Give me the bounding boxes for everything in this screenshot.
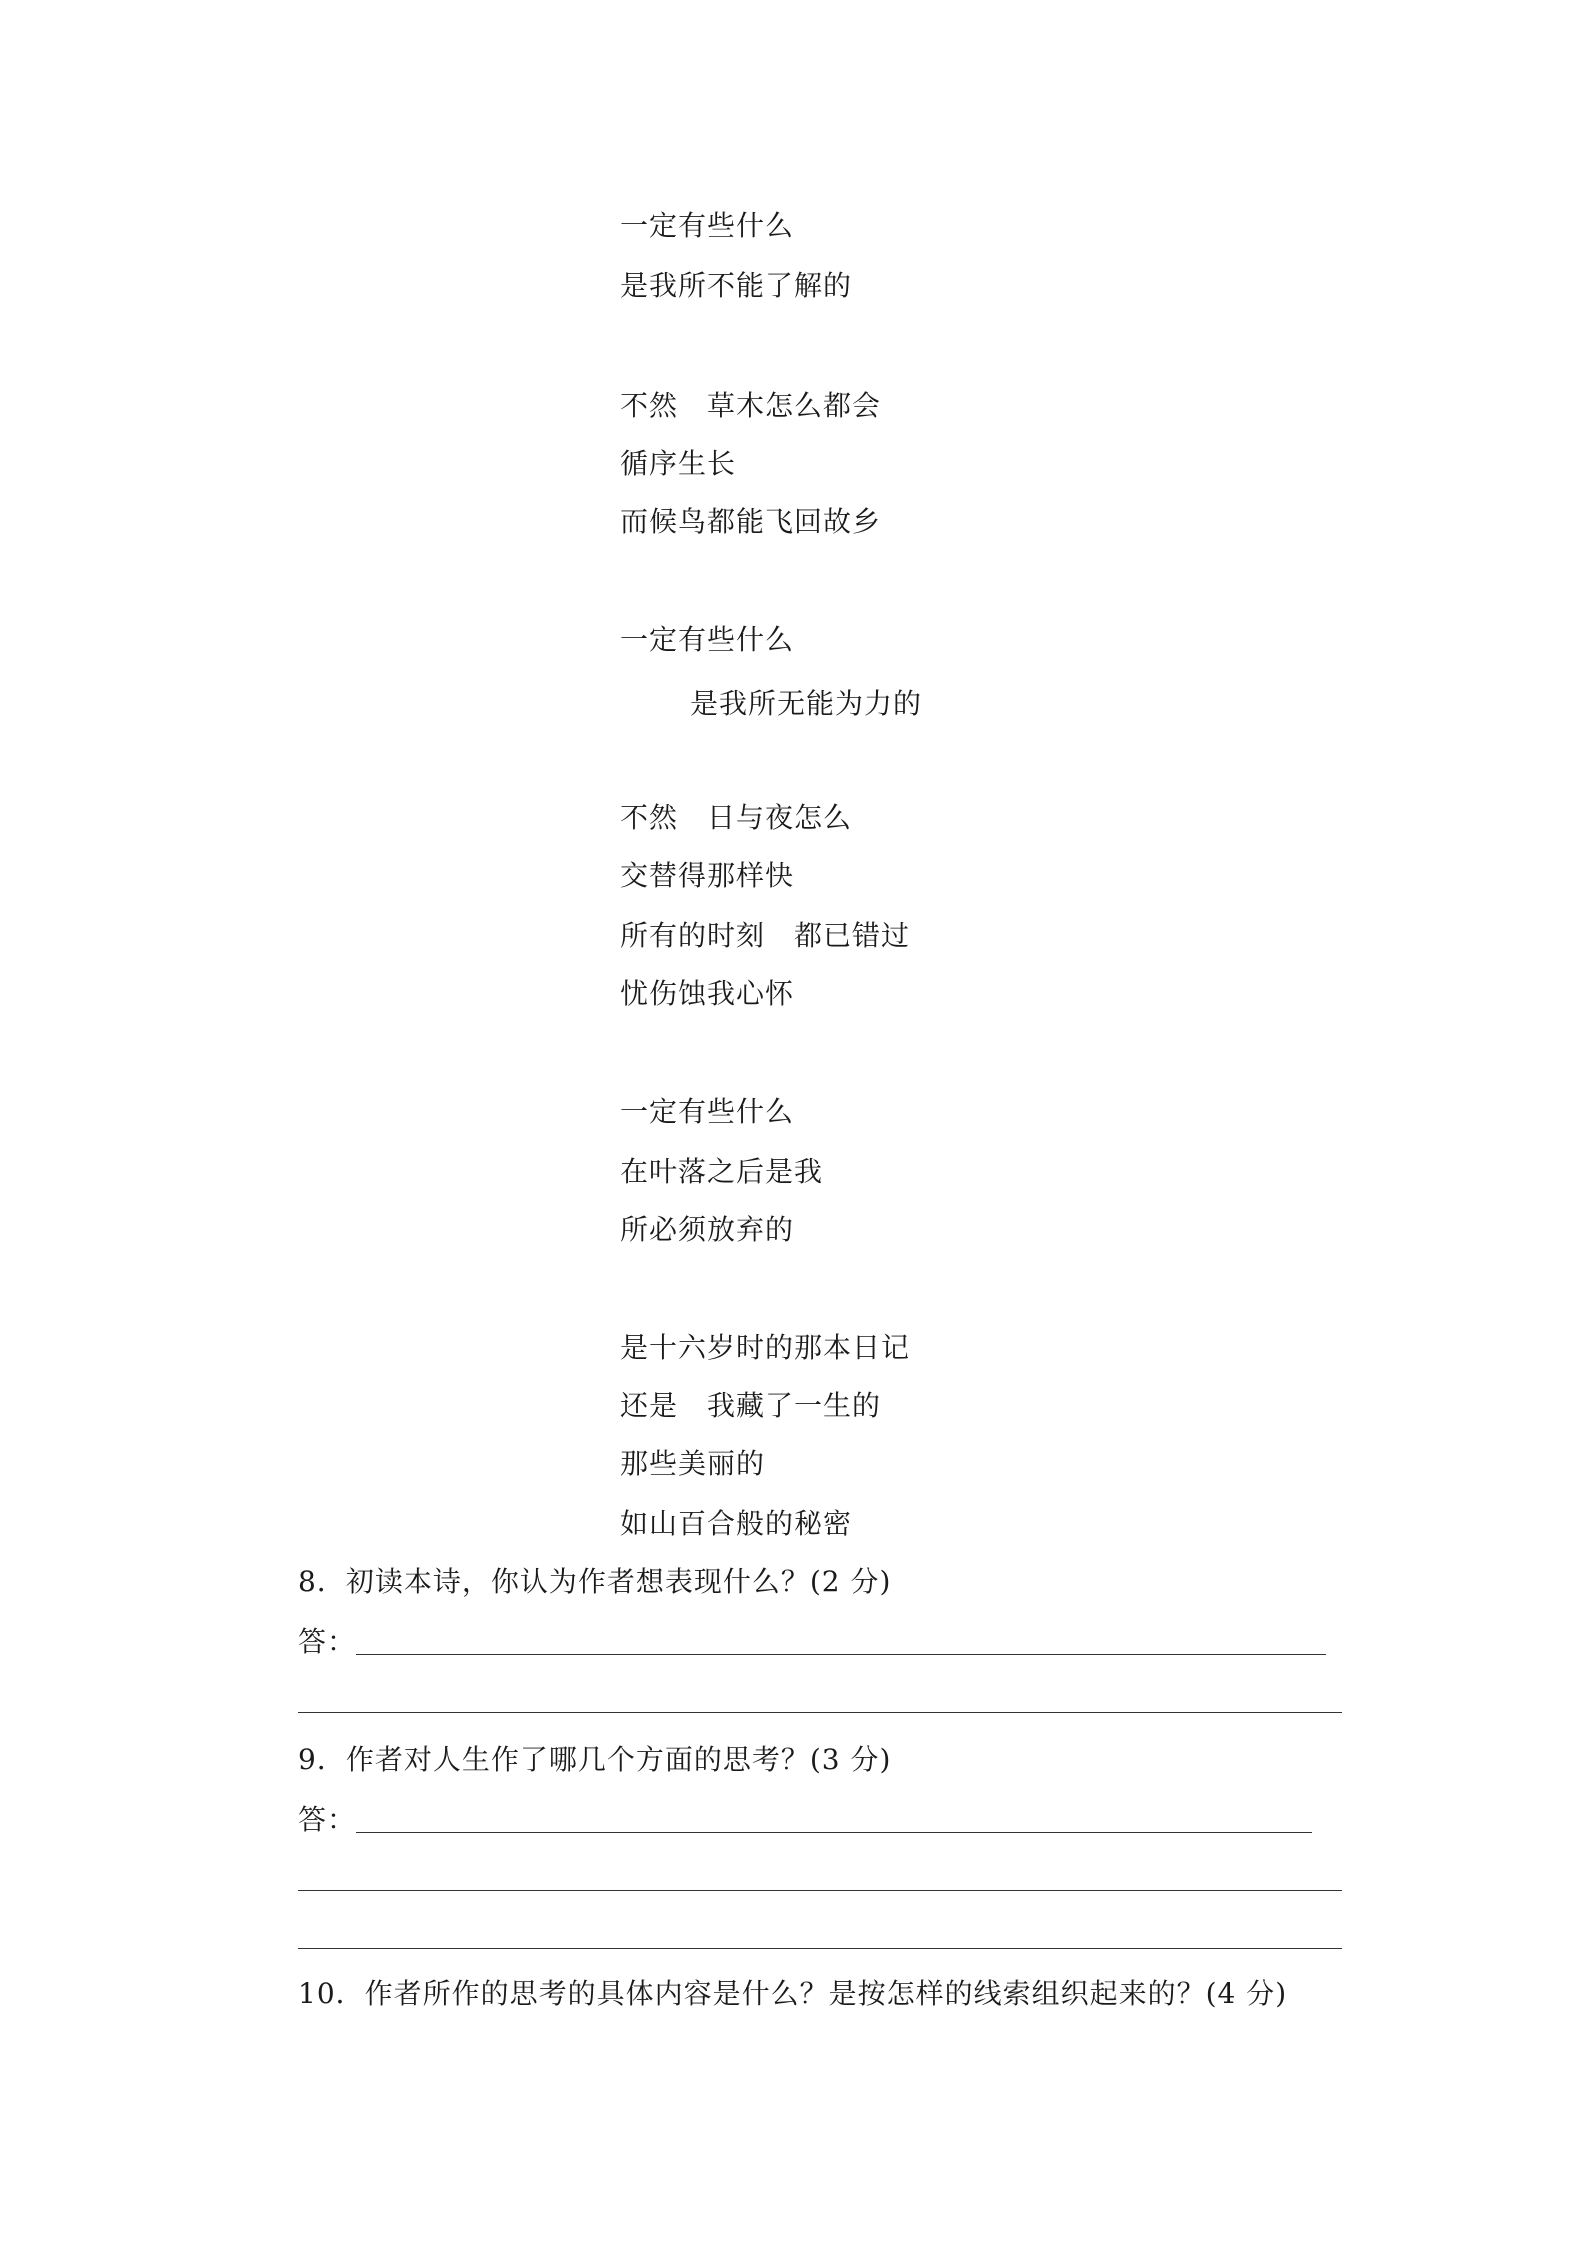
poem-line: 是我所无能为力的 xyxy=(690,687,923,720)
answer-line[interactable] xyxy=(298,1712,1342,1713)
answer-label: 答： xyxy=(298,1803,357,1836)
poem-line: 在叶落之后是我 xyxy=(620,1155,824,1188)
poem-line: 那些美丽的 xyxy=(620,1447,766,1480)
answer-line[interactable] xyxy=(298,1890,1342,1891)
poem-line: 所有的时刻 都已错过 xyxy=(620,919,911,952)
poem-line: 一定有些什么 xyxy=(620,209,795,242)
poem-line: 交替得那样快 xyxy=(620,859,795,892)
poem-line: 所必须放弃的 xyxy=(620,1213,795,1246)
answer-line[interactable] xyxy=(356,1832,1312,1833)
answer-line[interactable] xyxy=(298,1948,1342,1949)
answer-line[interactable] xyxy=(356,1654,1326,1655)
poem-line: 如山百合般的秘密 xyxy=(620,1507,853,1540)
poem-line: 是十六岁时的那本日记 xyxy=(620,1331,911,1364)
poem-line: 一定有些什么 xyxy=(620,623,795,656)
question-text: 9．作者对人生作了哪几个方面的思考？(3 分) xyxy=(298,1743,892,1776)
poem-line: 是我所不能了解的 xyxy=(620,269,853,302)
poem-line: 而候鸟都能飞回故乡 xyxy=(620,505,882,538)
answer-label: 答： xyxy=(298,1625,357,1658)
question-text: 8．初读本诗，你认为作者想表现什么？(2 分) xyxy=(298,1565,892,1598)
poem-line: 还是 我藏了一生的 xyxy=(620,1389,882,1422)
poem-line: 不然 日与夜怎么 xyxy=(620,801,853,834)
poem-line: 一定有些什么 xyxy=(620,1095,795,1128)
question-text: 10．作者所作的思考的具体内容是什么？是按怎样的线索组织起来的？(4 分) xyxy=(298,1977,1288,2010)
poem-line: 忧伤蚀我心怀 xyxy=(620,977,795,1010)
poem-line: 不然 草木怎么都会 xyxy=(620,389,882,422)
poem-line: 循序生长 xyxy=(620,447,737,480)
